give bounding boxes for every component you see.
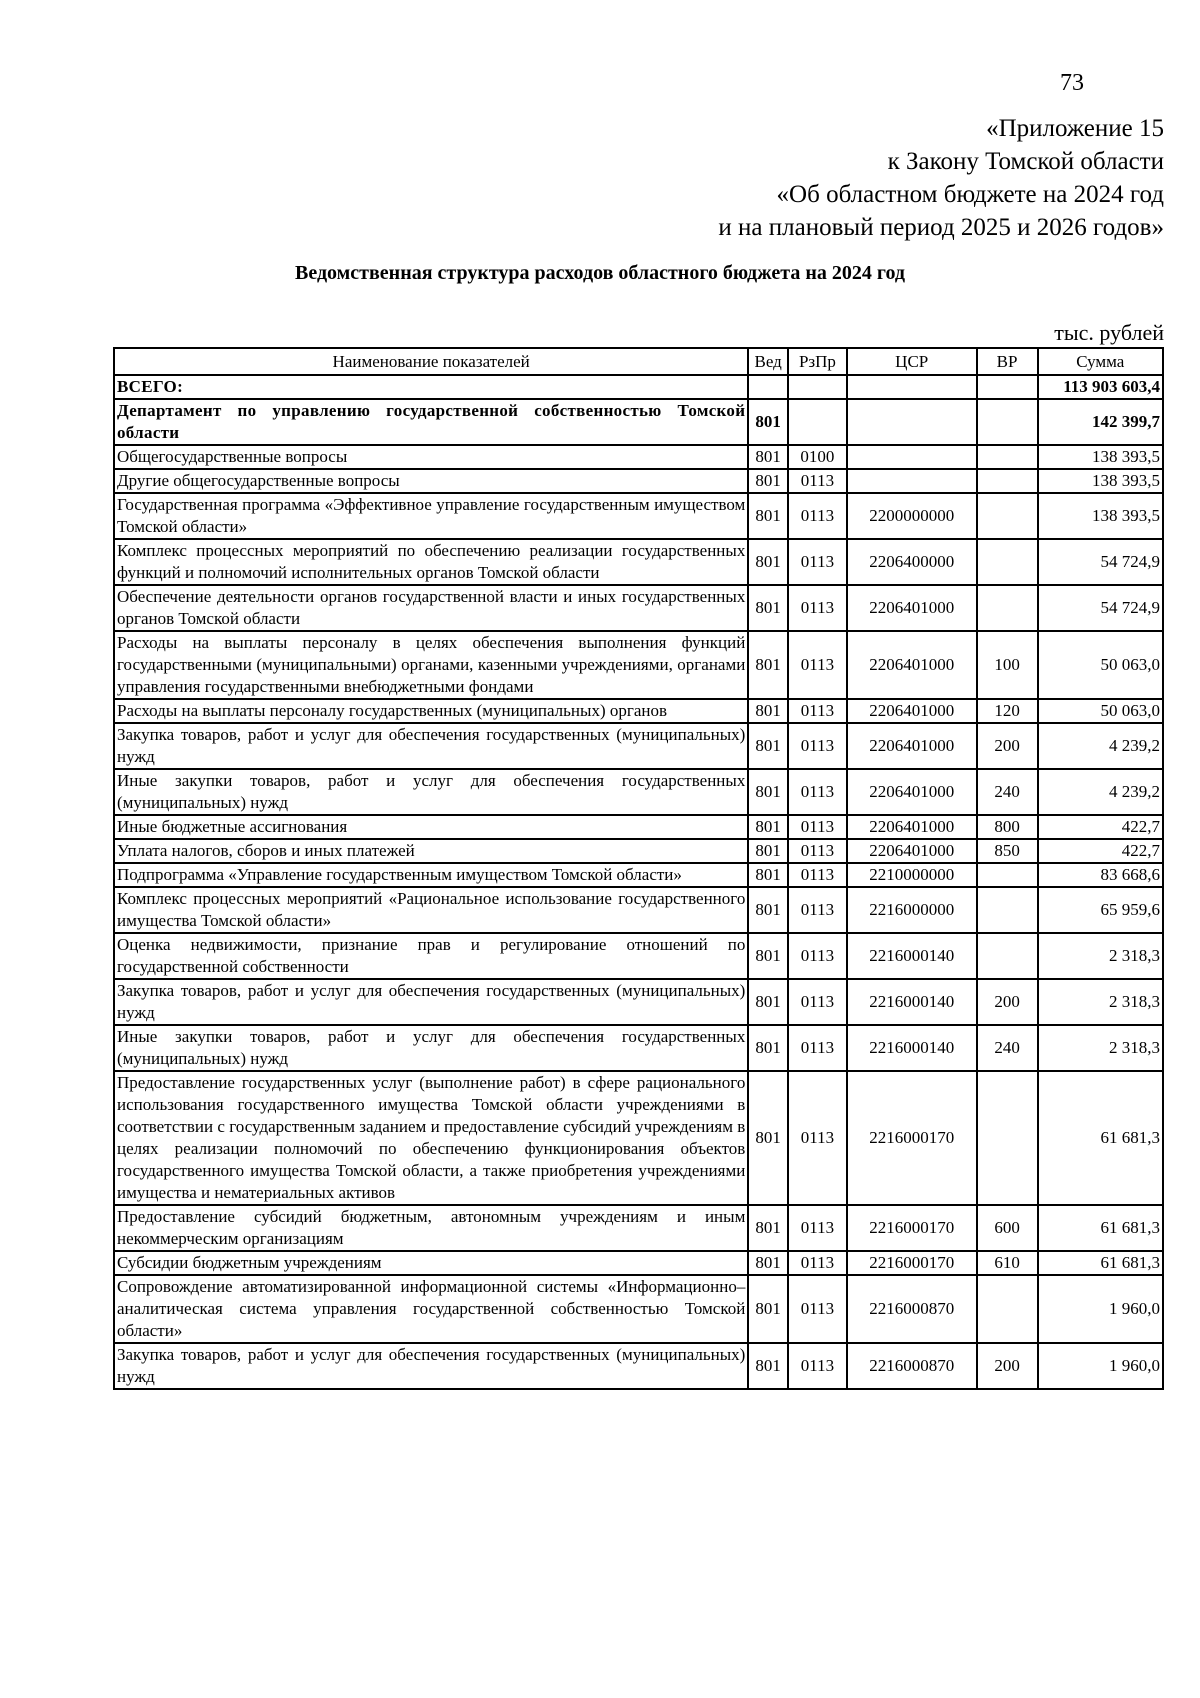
cell-name: Предоставление государственных услуг (выполнение работ) в сфере рационального использования государственного имущества Томской области учреждениями в соответствии с государственным заданием и предоставление субсидий учреждениям в целях реализации полномочий по обеспечению функционирования объектов государственного имущества Томской области, а также приобретения учреждениями имущества и нематериальных активов [114, 1071, 748, 1205]
header-sum: Сумма [1038, 348, 1163, 375]
cell-sum: 61 681,3 [1038, 1251, 1163, 1275]
cell-rzpr: 0113 [788, 887, 847, 933]
cell-name: Субсидии бюджетным учреждениям [114, 1251, 748, 1275]
cell-sum: 138 393,5 [1038, 445, 1163, 469]
cell-vr [977, 469, 1038, 493]
cell-sum: 1 960,0 [1038, 1275, 1163, 1343]
table-row [114, 1205, 1163, 1251]
cell-name: Общегосударственные вопросы [114, 445, 748, 469]
cell-ved: 801 [748, 631, 788, 699]
table-row [114, 723, 1163, 769]
appendix-line: к Закону Томской области [887, 148, 1164, 175]
cell-csr: 2206401000 [847, 699, 977, 723]
cell-vr [977, 539, 1038, 585]
cell-rzpr: 0113 [788, 815, 847, 839]
table-row [114, 375, 1163, 399]
cell-ved: 801 [748, 1251, 788, 1275]
cell-rzpr: 0113 [788, 493, 847, 539]
cell-csr: 2216000140 [847, 979, 977, 1025]
cell-sum: 138 393,5 [1038, 493, 1163, 539]
header-rzpr: РзПр [788, 348, 847, 375]
appendix-header [464, 112, 1164, 244]
cell-ved [748, 375, 788, 399]
cell-name: Расходы на выплаты персоналу государственных (муниципальных) органов [114, 699, 748, 723]
cell-rzpr: 0113 [788, 1251, 847, 1275]
cell-rzpr: 0113 [788, 723, 847, 769]
cell-vr [977, 493, 1038, 539]
cell-csr: 2216000170 [847, 1251, 977, 1275]
cell-name: Обеспечение деятельности органов государственной власти и иных государственных органов Томской области [114, 585, 748, 631]
cell-rzpr: 0113 [788, 1275, 847, 1343]
cell-ved: 801 [748, 699, 788, 723]
cell-name: Комплекс процессных мероприятий «Рациональное использование государственного имущества Томской области» [114, 887, 748, 933]
cell-sum: 422,7 [1038, 839, 1163, 863]
header-csr: ЦСР [847, 348, 977, 375]
appendix-line: и на плановый период 2025 и 2026 годов» [718, 214, 1164, 241]
cell-sum: 54 724,9 [1038, 585, 1163, 631]
cell-name: Департамент по управлению государственной собственностью Томской области [114, 399, 748, 445]
cell-name: Закупка товаров, работ и услуг для обеспечения государственных (муниципальных) нужд [114, 1343, 748, 1389]
cell-vr [977, 399, 1038, 445]
cell-name: Комплекс процессных мероприятий по обеспечению реализации государственных функций и полномочий исполнительных органов Томской области [114, 539, 748, 585]
cell-ved: 801 [748, 445, 788, 469]
cell-vr: 850 [977, 839, 1038, 863]
unit-label: тыс. рублей [1054, 320, 1164, 345]
cell-csr: 2200000000 [847, 493, 977, 539]
cell-rzpr: 0113 [788, 699, 847, 723]
cell-ved: 801 [748, 887, 788, 933]
cell-rzpr: 0113 [788, 1343, 847, 1389]
table-row [114, 979, 1163, 1025]
cell-vr: 800 [977, 815, 1038, 839]
cell-csr: 2216000170 [847, 1071, 977, 1205]
cell-ved: 801 [748, 933, 788, 979]
cell-vr: 200 [977, 723, 1038, 769]
cell-name: Другие общегосударственные вопросы [114, 469, 748, 493]
cell-vr: 120 [977, 699, 1038, 723]
cell-ved: 801 [748, 469, 788, 493]
cell-ved: 801 [748, 1205, 788, 1251]
table-row [114, 399, 1163, 445]
cell-rzpr: 0113 [788, 769, 847, 815]
cell-vr: 100 [977, 631, 1038, 699]
cell-sum: 2 318,3 [1038, 979, 1163, 1025]
cell-csr [847, 445, 977, 469]
cell-ved: 801 [748, 839, 788, 863]
cell-name: Сопровождение автоматизированной информационной системы «Информационно–аналитическая система управления государственной собственностью Томской области» [114, 1275, 748, 1343]
cell-vr [977, 887, 1038, 933]
cell-sum: 65 959,6 [1038, 887, 1163, 933]
cell-rzpr: 0113 [788, 539, 847, 585]
cell-ved: 801 [748, 723, 788, 769]
table-body [114, 375, 1163, 1389]
header-vr: ВР [977, 348, 1038, 375]
cell-vr: 610 [977, 1251, 1038, 1275]
table-row [114, 631, 1163, 699]
table-row [114, 887, 1163, 933]
cell-ved: 801 [748, 863, 788, 887]
header-name: Наименование показателей [114, 348, 748, 375]
cell-sum: 54 724,9 [1038, 539, 1163, 585]
cell-csr: 2210000000 [847, 863, 977, 887]
cell-csr [847, 399, 977, 445]
cell-vr: 200 [977, 1343, 1038, 1389]
cell-csr: 2216000170 [847, 1205, 977, 1251]
table-row [114, 493, 1163, 539]
cell-sum: 50 063,0 [1038, 631, 1163, 699]
cell-vr [977, 445, 1038, 469]
cell-rzpr: 0113 [788, 1025, 847, 1071]
cell-sum: 4 239,2 [1038, 769, 1163, 815]
table-row [114, 1025, 1163, 1071]
cell-name: Иные бюджетные ассигнования [114, 815, 748, 839]
cell-ved: 801 [748, 585, 788, 631]
cell-rzpr: 0113 [788, 1071, 847, 1205]
cell-rzpr [788, 399, 847, 445]
cell-name: Предоставление субсидий бюджетным, автономным учреждениям и иным некоммерческим организациям [114, 1205, 748, 1251]
cell-sum: 50 063,0 [1038, 699, 1163, 723]
cell-ved: 801 [748, 539, 788, 585]
cell-csr: 2216000870 [847, 1275, 977, 1343]
cell-csr: 2216000870 [847, 1343, 977, 1389]
table-row [114, 839, 1163, 863]
cell-rzpr: 0113 [788, 631, 847, 699]
cell-vr [977, 1275, 1038, 1343]
cell-csr: 2206400000 [847, 539, 977, 585]
cell-csr: 2216000000 [847, 887, 977, 933]
header-ved: Вед [748, 348, 788, 375]
cell-ved: 801 [748, 399, 788, 445]
cell-csr: 2216000140 [847, 1025, 977, 1071]
cell-rzpr: 0113 [788, 979, 847, 1025]
cell-sum: 113 903 603,4 [1038, 375, 1163, 399]
cell-csr [847, 469, 977, 493]
cell-csr: 2206401000 [847, 769, 977, 815]
cell-vr [977, 585, 1038, 631]
cell-rzpr: 0113 [788, 469, 847, 493]
cell-sum: 83 668,6 [1038, 863, 1163, 887]
cell-name: Оценка недвижимости, признание прав и регулирование отношений по государственной собственности [114, 933, 748, 979]
budget-table [113, 347, 1164, 1390]
cell-sum: 2 318,3 [1038, 1025, 1163, 1071]
cell-ved: 801 [748, 979, 788, 1025]
cell-ved: 801 [748, 1025, 788, 1071]
cell-rzpr [788, 375, 847, 399]
cell-sum: 138 393,5 [1038, 469, 1163, 493]
cell-name: Подпрограмма «Управление государственным имуществом Томской области» [114, 863, 748, 887]
table-row [114, 815, 1163, 839]
table-row [114, 585, 1163, 631]
table-row [114, 933, 1163, 979]
cell-sum: 1 960,0 [1038, 1343, 1163, 1389]
page-number: 73 [1060, 70, 1084, 96]
cell-sum: 61 681,3 [1038, 1071, 1163, 1205]
cell-name: Закупка товаров, работ и услуг для обеспечения государственных (муниципальных) нужд [114, 979, 748, 1025]
cell-vr [977, 375, 1038, 399]
cell-vr [977, 863, 1038, 887]
table-row [114, 1071, 1163, 1205]
appendix-line: «Об областном бюджете на 2024 год [776, 181, 1164, 208]
cell-sum: 4 239,2 [1038, 723, 1163, 769]
table-row [114, 469, 1163, 493]
cell-csr: 2206401000 [847, 631, 977, 699]
cell-ved: 801 [748, 1275, 788, 1343]
cell-name: Расходы на выплаты персоналу в целях обеспечения выполнения функций государственными (муниципальными) органами, казенными учреждениями, органами управления государственными внебюджетными фондами [114, 631, 748, 699]
cell-vr: 600 [977, 1205, 1038, 1251]
appendix-line: «Приложение 15 [986, 115, 1164, 142]
table-row [114, 445, 1163, 469]
cell-rzpr: 0113 [788, 933, 847, 979]
table-row [114, 699, 1163, 723]
cell-name: Уплата налогов, сборов и иных платежей [114, 839, 748, 863]
cell-csr: 2206401000 [847, 839, 977, 863]
cell-rzpr: 0113 [788, 1205, 847, 1251]
cell-csr [847, 375, 977, 399]
cell-csr: 2206401000 [847, 723, 977, 769]
table-row [114, 1251, 1163, 1275]
cell-csr: 2206401000 [847, 815, 977, 839]
cell-rzpr: 0100 [788, 445, 847, 469]
table-header-row [114, 348, 1163, 375]
cell-vr: 240 [977, 769, 1038, 815]
cell-ved: 801 [748, 493, 788, 539]
cell-name: Закупка товаров, работ и услуг для обеспечения государственных (муниципальных) нужд [114, 723, 748, 769]
cell-name: ВСЕГО: [114, 375, 748, 399]
cell-ved: 801 [748, 769, 788, 815]
cell-name: Иные закупки товаров, работ и услуг для обеспечения государственных (муниципальных) нужд [114, 769, 748, 815]
cell-sum: 422,7 [1038, 815, 1163, 839]
cell-vr: 240 [977, 1025, 1038, 1071]
cell-name: Государственная программа «Эффективное управление государственным имуществом Томской области» [114, 493, 748, 539]
table-row [114, 539, 1163, 585]
cell-ved: 801 [748, 1343, 788, 1389]
table-row [114, 1275, 1163, 1343]
cell-csr: 2216000140 [847, 933, 977, 979]
table-row [114, 769, 1163, 815]
cell-ved: 801 [748, 815, 788, 839]
cell-name: Иные закупки товаров, работ и услуг для обеспечения государственных (муниципальных) нужд [114, 1025, 748, 1071]
cell-csr: 2206401000 [847, 585, 977, 631]
cell-sum: 142 399,7 [1038, 399, 1163, 445]
cell-vr [977, 1071, 1038, 1205]
cell-ved: 801 [748, 1071, 788, 1205]
cell-sum: 61 681,3 [1038, 1205, 1163, 1251]
cell-rzpr: 0113 [788, 585, 847, 631]
document-title: Ведомственная структура расходов областного бюджета на 2024 год [294, 262, 905, 284]
table-row [114, 863, 1163, 887]
table-row [114, 1343, 1163, 1389]
cell-rzpr: 0113 [788, 839, 847, 863]
cell-vr: 200 [977, 979, 1038, 1025]
cell-rzpr: 0113 [788, 863, 847, 887]
cell-vr [977, 933, 1038, 979]
cell-sum: 2 318,3 [1038, 933, 1163, 979]
